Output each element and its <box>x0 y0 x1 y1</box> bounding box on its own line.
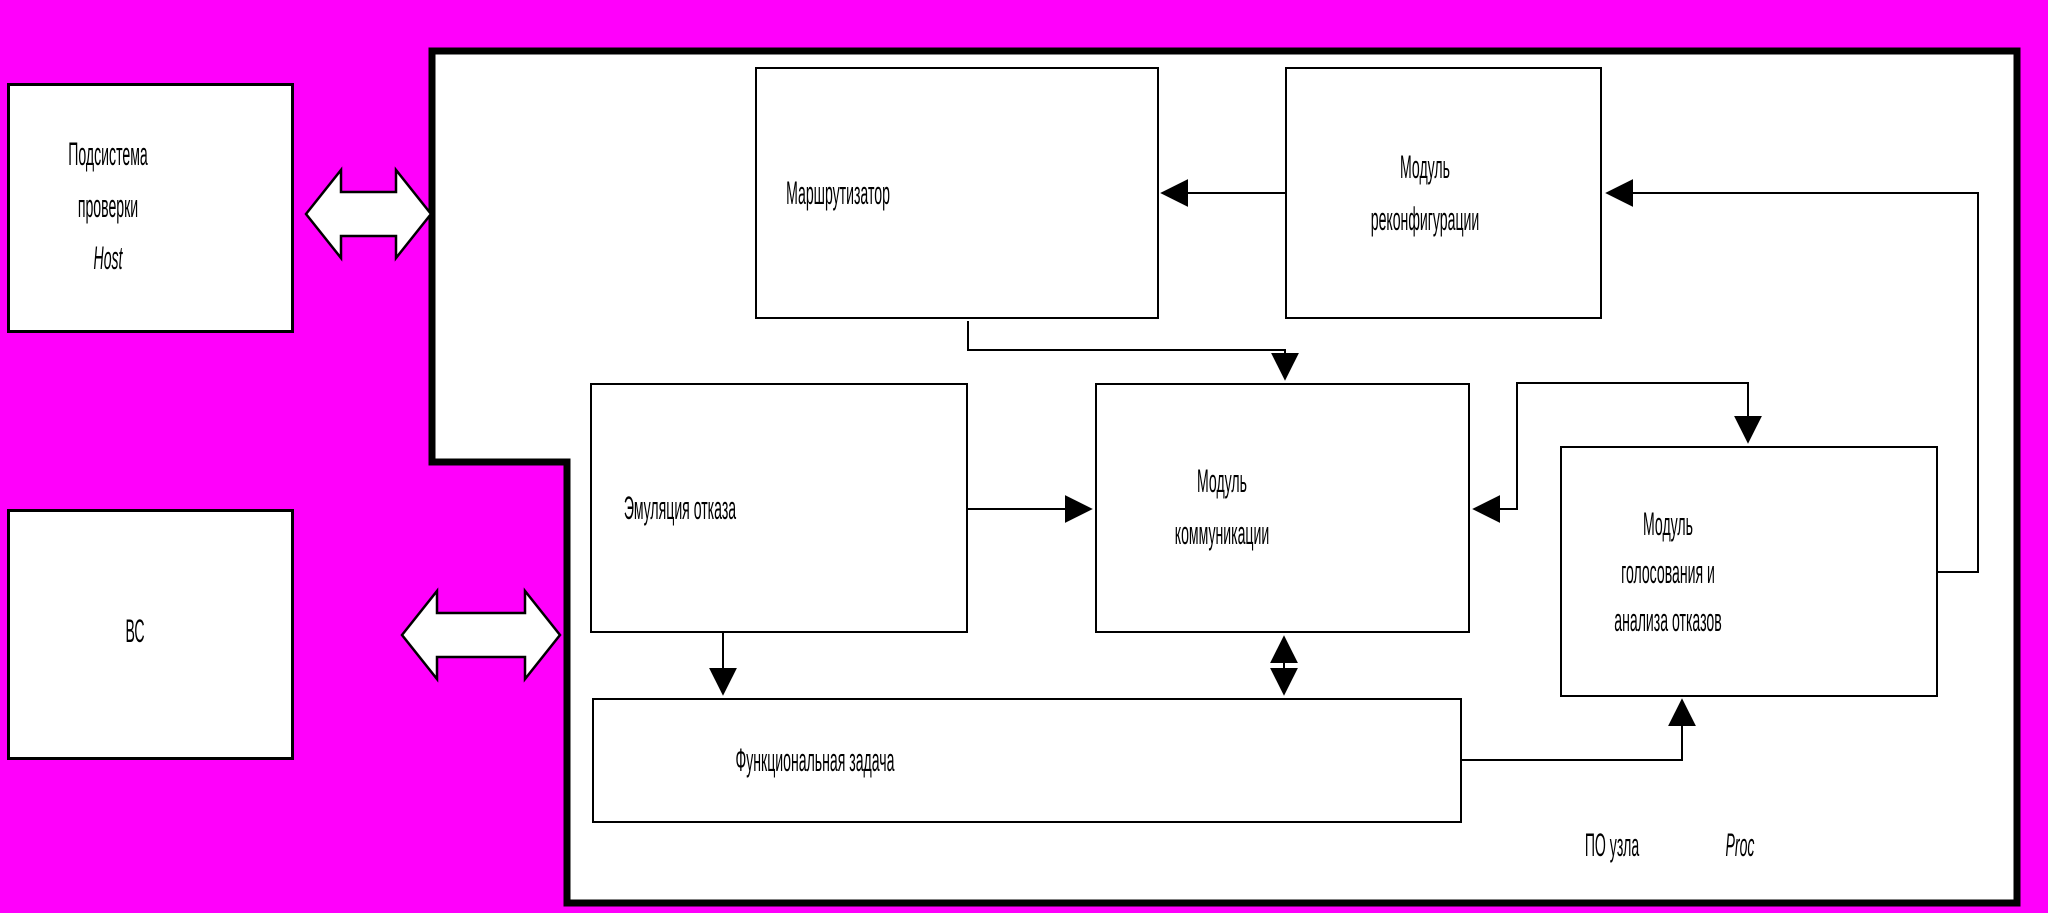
host-label-line-3: Host <box>93 240 123 276</box>
host-label-line-1: Подсистема <box>68 136 148 172</box>
host-subsystem-label <box>0 128 262 284</box>
voting-module-label <box>1514 500 1822 644</box>
comm-module-label <box>1068 455 1376 559</box>
voting-label-line-3: анализа отказов <box>1614 602 1722 638</box>
reconfig-label-line-1: Модуль <box>1400 149 1450 185</box>
comm-label-line-2: коммуникации <box>1174 515 1270 551</box>
voting-label-line-2: голосования и <box>1621 554 1715 590</box>
vs-box-label: ВС <box>125 613 145 649</box>
voting-label-line-1: Модуль <box>1643 506 1693 542</box>
double-arrow-host-container <box>306 170 431 258</box>
comm-label-line-1: Модуль <box>1197 463 1247 499</box>
proc-caption: Proc <box>1725 827 1755 863</box>
host-label-line-2: проверки <box>77 188 139 224</box>
router-label: Маршрутизатор <box>786 175 890 211</box>
reconfig-label-line-2: реконфигурации <box>1370 201 1480 237</box>
functional-task-label: Функциональная задача <box>735 742 895 778</box>
failure-emulation-label: Эмуляция отказа <box>623 490 737 526</box>
reconfig-module-label <box>1271 141 1579 245</box>
double-arrow-vs-container <box>402 591 560 679</box>
node-software-caption: ПО узла <box>1584 827 1640 863</box>
